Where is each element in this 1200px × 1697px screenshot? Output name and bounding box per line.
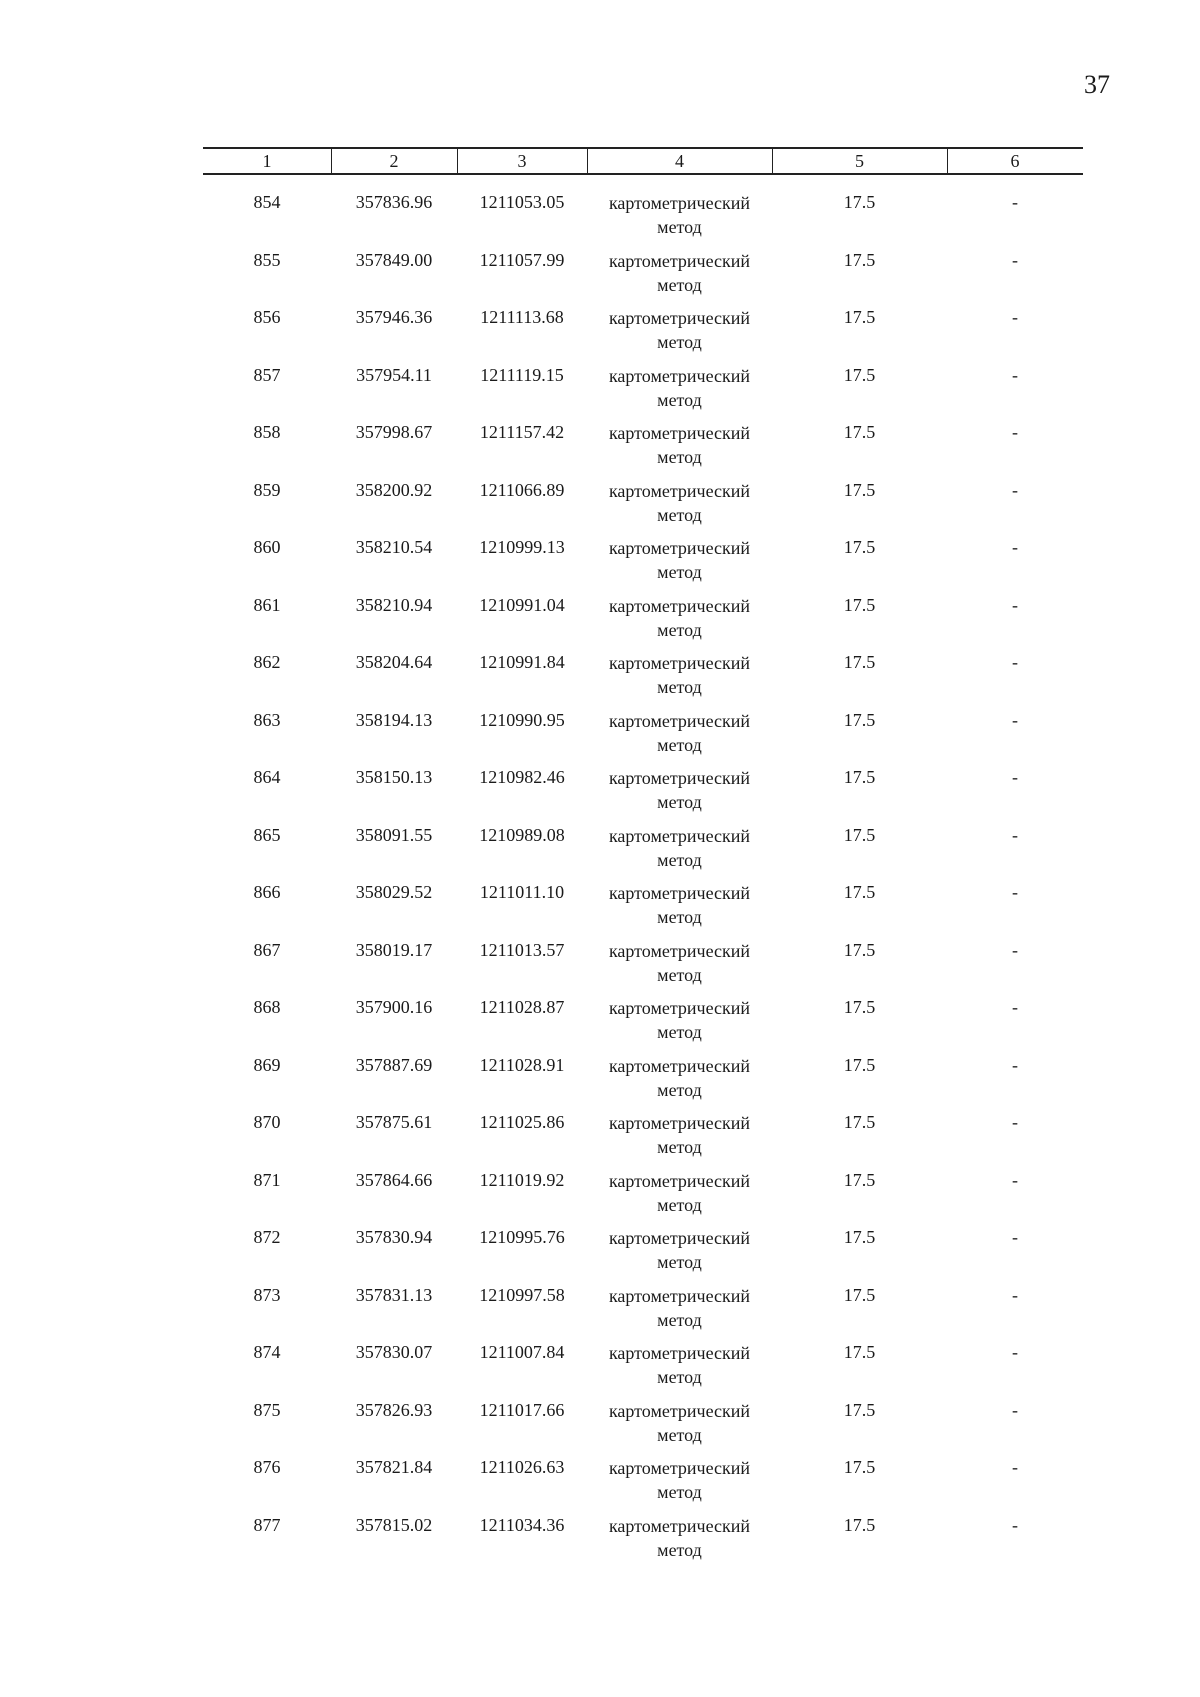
point-number-cell: 857 <box>253 364 281 385</box>
table-row <box>203 1054 1083 1112</box>
method-cell <box>587 1399 772 1447</box>
method-cell <box>587 1456 772 1504</box>
table-row <box>203 1341 1083 1399</box>
column-header-2: 2 <box>389 151 399 171</box>
x-coordinate-cell: 358091.55 <box>355 824 433 845</box>
x-coordinate-cell: 358019.17 <box>355 939 433 960</box>
accuracy-cell: 17.5 <box>843 1169 876 1190</box>
method-line-2: метод <box>657 792 702 812</box>
accuracy-cell: 17.5 <box>843 1054 876 1075</box>
accuracy-cell: 17.5 <box>843 249 876 270</box>
y-coordinate-cell: 1211157.42 <box>479 422 565 442</box>
accuracy-cell: 17.5 <box>843 1514 876 1535</box>
point-number-cell: 870 <box>253 1112 281 1132</box>
method-line-1: картометрический <box>608 1343 751 1363</box>
x-coordinate-cell: 357887.69 <box>355 1054 433 1075</box>
method-line-1: картометрический <box>608 710 751 731</box>
x-coordinate-cell: 357900.16 <box>355 997 433 1017</box>
method-line-2: метод <box>657 1022 702 1042</box>
method-line-2: метод <box>657 1137 702 1157</box>
method-line-1: картометрический <box>608 1285 751 1306</box>
x-coordinate-cell: 357875.61 <box>355 1112 433 1132</box>
x-coordinate-cell: 357836.96 <box>355 192 433 212</box>
table-row <box>203 1456 1083 1514</box>
method-cell <box>587 1514 772 1562</box>
point-number-cell: 871 <box>253 1169 281 1190</box>
note-cell: - <box>1012 249 1018 270</box>
method-line-2: метод <box>657 1079 702 1100</box>
note-cell: - <box>1012 1514 1018 1535</box>
note-cell: - <box>1012 1284 1018 1305</box>
x-coordinate-cell: 357998.67 <box>355 422 433 442</box>
y-coordinate-cell: 1211053.05 <box>479 192 565 212</box>
point-number-cell: 865 <box>253 824 281 845</box>
accuracy-cell: 17.5 <box>843 939 876 960</box>
table-header <box>203 147 1083 175</box>
method-line-1: картометрический <box>608 365 751 386</box>
method-cell <box>587 1284 772 1332</box>
method-line-2: метод <box>657 849 702 870</box>
method-line-1: картометрический <box>608 768 751 788</box>
table-row <box>203 939 1083 997</box>
accuracy-cell: 17.5 <box>843 1342 876 1362</box>
method-line-1: картометрический <box>608 998 751 1018</box>
point-number-cell: 873 <box>253 1284 281 1305</box>
note-cell: - <box>1012 824 1018 845</box>
point-number-cell: 867 <box>253 939 281 960</box>
table-row <box>203 1514 1083 1572</box>
note-cell: - <box>1012 1342 1018 1362</box>
y-coordinate-cell: 1211028.91 <box>479 1054 565 1075</box>
accuracy-cell: 17.5 <box>843 537 876 557</box>
table-row <box>203 191 1083 249</box>
note-cell: - <box>1012 939 1018 960</box>
method-cell <box>587 249 772 297</box>
note-cell: - <box>1012 1457 1018 1477</box>
y-coordinate-cell: 1211026.63 <box>479 1457 565 1477</box>
method-line-2: метод <box>657 1252 702 1272</box>
note-cell: - <box>1012 307 1018 327</box>
method-line-1: картометрический <box>608 653 751 673</box>
note-cell: - <box>1012 1169 1018 1190</box>
accuracy-cell: 17.5 <box>843 1227 876 1247</box>
y-coordinate-cell: 1211019.92 <box>479 1169 565 1190</box>
method-cell <box>587 939 772 987</box>
method-line-1: картометрический <box>608 1515 751 1536</box>
x-coordinate-cell: 357954.11 <box>356 364 432 385</box>
x-coordinate-cell: 357815.02 <box>355 1514 433 1535</box>
method-cell <box>587 479 772 527</box>
column-header-3: 3 <box>517 151 527 171</box>
table-row <box>203 881 1083 939</box>
x-coordinate-cell: 357849.00 <box>355 249 433 270</box>
y-coordinate-cell: 1211025.86 <box>479 1112 565 1132</box>
point-number-cell: 872 <box>253 1227 281 1247</box>
method-cell <box>587 996 772 1044</box>
accuracy-cell: 17.5 <box>843 479 876 500</box>
x-coordinate-cell: 358200.92 <box>355 479 433 500</box>
y-coordinate-cell: 1210991.04 <box>479 594 565 615</box>
column-header-6: 6 <box>1010 151 1020 171</box>
y-coordinate-cell: 1211113.68 <box>480 307 564 327</box>
point-number-cell: 858 <box>253 422 281 442</box>
point-number-cell: 868 <box>253 997 281 1017</box>
method-cell <box>587 594 772 642</box>
method-cell <box>587 881 772 929</box>
method-line-1: картометрический <box>608 825 751 846</box>
method-cell <box>587 1169 772 1217</box>
method-cell <box>587 306 772 354</box>
point-number-cell: 859 <box>253 479 281 500</box>
x-coordinate-cell: 357864.66 <box>355 1169 433 1190</box>
table-row <box>203 996 1083 1054</box>
method-cell <box>587 766 772 814</box>
note-cell: - <box>1012 652 1018 672</box>
y-coordinate-cell: 1210999.13 <box>479 537 565 557</box>
table-row <box>203 651 1083 709</box>
note-cell: - <box>1012 479 1018 500</box>
y-coordinate-cell: 1210989.08 <box>479 824 565 845</box>
note-cell: - <box>1012 709 1018 730</box>
x-coordinate-cell: 358210.54 <box>355 537 433 557</box>
point-number-cell: 856 <box>253 307 281 327</box>
x-coordinate-cell: 358204.64 <box>355 652 433 672</box>
method-line-1: картометрический <box>608 1055 751 1076</box>
method-line-2: метод <box>657 562 702 582</box>
method-line-2: метод <box>657 677 702 697</box>
method-cell <box>587 1341 772 1389</box>
method-line-2: метод <box>657 1424 702 1445</box>
accuracy-cell: 17.5 <box>843 307 876 327</box>
accuracy-cell: 17.5 <box>843 882 876 902</box>
method-line-1: картометрический <box>608 193 751 213</box>
x-coordinate-cell: 357830.07 <box>355 1342 433 1362</box>
note-cell: - <box>1012 594 1018 615</box>
method-line-1: картометрический <box>608 250 751 271</box>
method-line-2: метод <box>657 1367 702 1387</box>
accuracy-cell: 17.5 <box>843 652 876 672</box>
y-coordinate-cell: 1211011.10 <box>479 882 565 902</box>
method-cell <box>587 364 772 412</box>
column-header-5: 5 <box>855 151 864 171</box>
method-line-1: картометрический <box>608 883 751 903</box>
method-line-1: картометрический <box>608 1400 751 1421</box>
method-line-2: метод <box>657 1194 702 1215</box>
method-cell <box>587 421 772 469</box>
method-cell <box>587 1226 772 1274</box>
table-row <box>203 1111 1083 1169</box>
x-coordinate-cell: 358210.94 <box>355 594 433 615</box>
table-row <box>203 421 1083 479</box>
method-line-2: метод <box>657 332 702 352</box>
method-line-2: метод <box>657 274 702 295</box>
x-coordinate-cell: 357821.84 <box>355 1457 433 1477</box>
method-line-2: метод <box>657 447 702 467</box>
y-coordinate-cell: 1210995.76 <box>479 1227 565 1247</box>
x-coordinate-cell: 358029.52 <box>355 882 433 902</box>
x-coordinate-cell: 357946.36 <box>355 307 433 327</box>
y-coordinate-cell: 1210982.46 <box>479 767 565 787</box>
method-cell <box>587 536 772 584</box>
note-cell: - <box>1012 767 1018 787</box>
note-cell: - <box>1012 1054 1018 1075</box>
accuracy-cell: 17.5 <box>843 709 876 730</box>
y-coordinate-cell: 1211028.87 <box>479 997 565 1017</box>
table-row <box>203 536 1083 594</box>
note-cell: - <box>1012 1112 1018 1132</box>
point-number-cell: 854 <box>253 192 281 212</box>
note-cell: - <box>1012 997 1018 1017</box>
method-line-2: метод <box>657 1539 702 1560</box>
column-header-1: 1 <box>262 151 272 171</box>
point-number-cell: 862 <box>253 652 281 672</box>
point-number-cell: 855 <box>253 249 281 270</box>
y-coordinate-cell: 1211057.99 <box>479 249 565 270</box>
x-coordinate-cell: 357831.13 <box>355 1284 433 1305</box>
method-line-2: метод <box>657 1482 702 1502</box>
method-line-2: метод <box>657 1309 702 1330</box>
accuracy-cell: 17.5 <box>843 594 876 615</box>
method-line-2: метод <box>657 504 702 525</box>
note-cell: - <box>1012 422 1018 442</box>
table-row <box>203 824 1083 882</box>
method-cell <box>587 651 772 699</box>
accuracy-cell: 17.5 <box>843 767 876 787</box>
point-number-cell: 869 <box>253 1054 281 1075</box>
table-row <box>203 479 1083 537</box>
table-row <box>203 1226 1083 1284</box>
accuracy-cell: 17.5 <box>843 997 876 1017</box>
method-line-2: метод <box>657 964 702 985</box>
note-cell: - <box>1012 1399 1018 1420</box>
method-line-1: картометрический <box>608 423 751 443</box>
y-coordinate-cell: 1211013.57 <box>479 939 565 960</box>
method-line-2: метод <box>657 619 702 640</box>
y-coordinate-cell: 1211007.84 <box>479 1342 565 1362</box>
y-coordinate-cell: 1211034.36 <box>479 1514 565 1535</box>
accuracy-cell: 17.5 <box>843 1457 876 1477</box>
accuracy-cell: 17.5 <box>843 422 876 442</box>
point-number-cell: 877 <box>253 1514 281 1535</box>
method-cell <box>587 1111 772 1159</box>
method-cell <box>587 191 772 239</box>
method-line-2: метод <box>657 907 702 927</box>
accuracy-cell: 17.5 <box>843 1399 876 1420</box>
x-coordinate-cell: 357826.93 <box>355 1399 433 1420</box>
table-row <box>203 1399 1083 1457</box>
table-row <box>203 766 1083 824</box>
page-number: 37 <box>1084 70 1110 99</box>
point-number-cell: 875 <box>253 1399 281 1420</box>
method-line-2: метод <box>657 389 702 410</box>
table-row <box>203 1169 1083 1227</box>
column-header-4: 4 <box>675 151 684 171</box>
method-line-1: картометрический <box>608 595 751 616</box>
point-number-cell: 876 <box>253 1457 281 1477</box>
method-line-2: метод <box>657 734 702 755</box>
method-line-1: картометрический <box>608 1228 751 1248</box>
table-row <box>203 709 1083 767</box>
method-cell <box>587 709 772 757</box>
y-coordinate-cell: 1210990.95 <box>479 709 565 730</box>
note-cell: - <box>1012 1227 1018 1247</box>
method-line-1: картометрический <box>608 1170 751 1191</box>
note-cell: - <box>1012 364 1018 385</box>
point-number-cell: 866 <box>253 882 281 902</box>
point-number-cell: 860 <box>253 537 281 557</box>
method-line-2: метод <box>657 217 702 237</box>
method-line-1: картометрический <box>608 1113 751 1133</box>
y-coordinate-cell: 1210991.84 <box>479 652 565 672</box>
x-coordinate-cell: 357830.94 <box>355 1227 433 1247</box>
y-coordinate-cell: 1210997.58 <box>479 1284 565 1305</box>
table-body <box>203 191 1083 1571</box>
accuracy-cell: 17.5 <box>843 824 876 845</box>
note-cell: - <box>1012 882 1018 902</box>
note-cell: - <box>1012 537 1018 557</box>
method-cell <box>587 1054 772 1102</box>
method-line-1: картометрический <box>608 480 751 501</box>
point-number-cell: 874 <box>253 1342 281 1362</box>
method-line-1: картометрический <box>608 1458 751 1478</box>
table-row <box>203 249 1083 307</box>
x-coordinate-cell: 358150.13 <box>355 767 433 787</box>
y-coordinate-cell: 1211017.66 <box>479 1399 565 1420</box>
accuracy-cell: 17.5 <box>843 1112 876 1132</box>
point-number-cell: 863 <box>253 709 281 730</box>
y-coordinate-cell: 1211066.89 <box>479 479 565 500</box>
accuracy-cell: 17.5 <box>843 1284 876 1305</box>
note-cell: - <box>1012 192 1018 212</box>
table-row <box>203 1284 1083 1342</box>
y-coordinate-cell: 1211119.15 <box>480 364 564 385</box>
x-coordinate-cell: 358194.13 <box>355 709 433 730</box>
method-cell <box>587 824 772 872</box>
point-number-cell: 861 <box>253 594 281 615</box>
accuracy-cell: 17.5 <box>843 192 876 212</box>
accuracy-cell: 17.5 <box>843 364 876 385</box>
method-line-1: картометрический <box>608 538 751 558</box>
table-row <box>203 594 1083 652</box>
point-number-cell: 864 <box>253 767 281 787</box>
table-row <box>203 364 1083 422</box>
method-line-1: картометрический <box>608 308 751 328</box>
method-line-1: картометрический <box>608 940 751 961</box>
table-row <box>203 306 1083 364</box>
